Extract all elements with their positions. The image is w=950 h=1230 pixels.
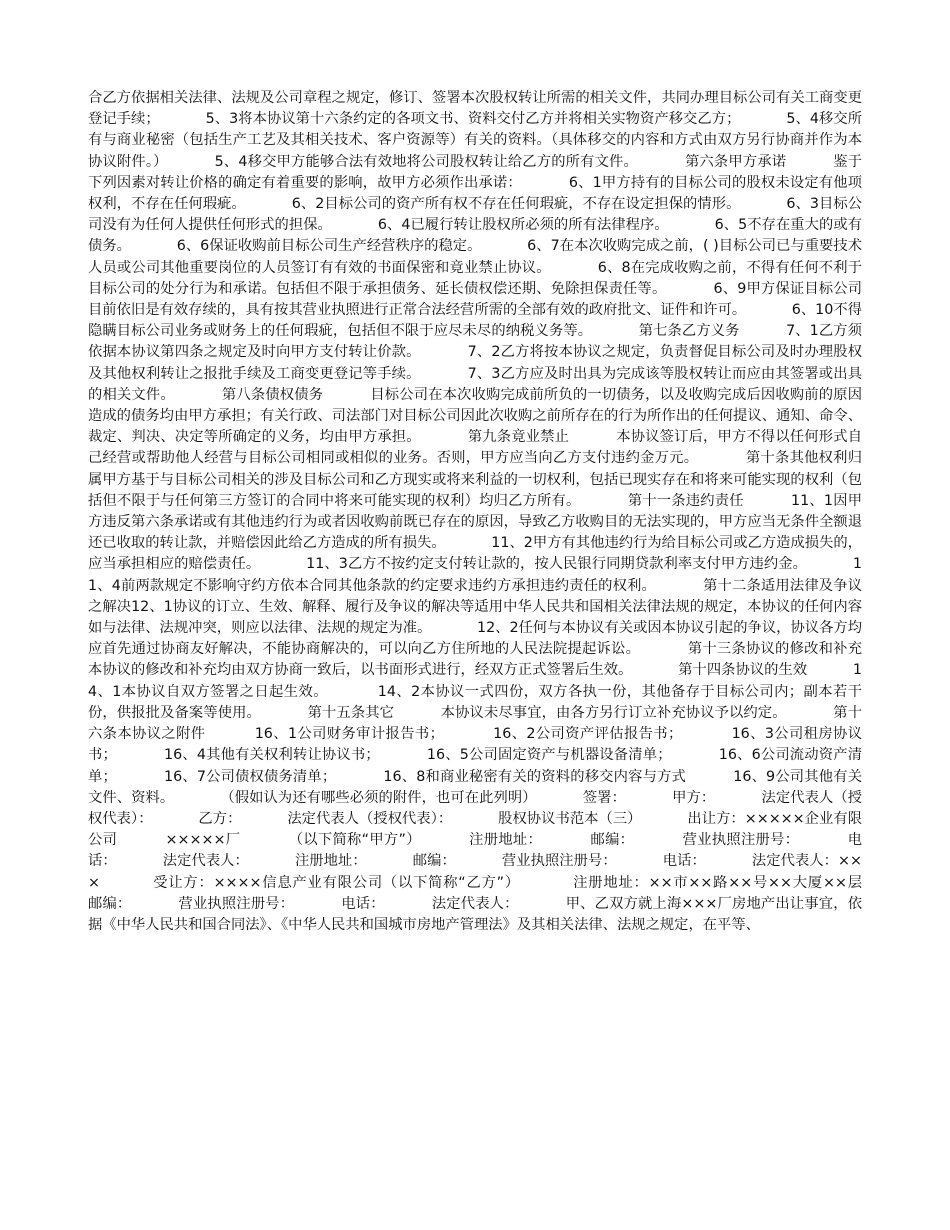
document-page: [88, 88, 908, 1148]
document-body-text: 合乙方依据相关法律、法规及公司章程之规定，修订、签署本次股权转让所需的相关文件，共同办理目标公司有关工商变更登记手续； 5、3将本协议第十六条约定的各项文书、资料交付乙方并将相关实物资产移交乙方； 5、4移交所有与商业秘密（包括生产工艺及其相关技术、客户资源等）有关的资料。（具体移交的内容和方式由双方另行协商并作为本协议附件。） 5、4移交甲方能够合法有效地将公司股权转让给乙方的所有文件。 第六条甲方承诺 鉴于下列因素对转让价格的确定有着重要的影响，故甲方必须作出承诺： 6、1甲方持有的目标公司的股权未设定有他项权利，不存在任何瑕疵。 6、2目标公司的资产所有权不存在任何瑕疵，不存在设定担保的情形。 6、3目标公司没有为任何人提供任何形式的担保。 6、4已履行转让股权所必须的所有法律程序。 6、5不存在重大的或有债务。 6、6保证收购前目标公司生产经营秩序的稳定。 6、7在本次收购完成之前，( )目标公司已与重要技术人员或公司其他重要岗位的人员签订有有效的书面保密和竟业禁止协议。 6、8在完成收购之前，不得有任何不利于目标公司的处分行为和承诺。包括但不限于承担债务、延长债权偿还期、免除担保责任等。 6、9甲方保证目标公司目前依旧是有效存续的，具有按其营业执照进行正常合法经营所需的全部有效的政府批文、证件和许可。 6、10不得隐瞒目标公司业务或财务上的任何瑕疵，包括但不限于应尽未尽的纳税义务等。 第七条乙方义务 7、1乙方须依据本协议第四条之规定及时向甲方支付转让价款。 7、2乙方将按本协议之规定，负责督促目标公司及时办理股权及其他权利转让之报批手续及工商变更登记等手续。 7、3乙方应及时出具为完成该等股权转让而应由其签署或出具的相关文件。 第八条债权债务 目标公司在本次收购完成前所负的一切债务，以及收购完成后因收购前的原因造成的债务均由甲方承担；有关行政、司法部门对目标公司因此次收购之前所存在的行为所作出的任何提议、通知、命令、裁定、判决、决定等所确定的义务，均由甲方承担。 第九条竟业禁止 本协议签订后，甲方不得以任何形式自己经营或帮助他人经营与目标公司相同或相似的业务。否则，甲方应当向乙方支付违约金万元。 第十条其他权利归属甲方基于与目标公司相关的涉及目标公司和乙方现实或将来利益的一切权利，包括已现实存在和将来可能实现的权利（包括但不限于与任何第三方签订的合同中将来可能实现的权利）均归乙方所有。 第十一条违约责任 11、1因甲方违反第六条承诺或有其他违约行为或者因收购前既已存在的原因，导致乙方收购目的无法实现的，甲方应当无条件全额退还已收取的转让款，并赔偿因此给乙方造成的所有损失。 11、2甲方有其他违约行为给目标公司或乙方造成损失的，应当承担相应的赔偿责任。 11、3乙方不按约定支付转让款的，按人民银行同期贷款利率支付甲方违约金。 11、4前两款规定不影响守约方依本合同其他条款的约定要求违约方承担违约责任的权利。 第十二条适用法律及争议之解决12、1协议的订立、生效、解释、履行及争议的解决等适用中华人民共和国相关法律法规的规定，本协议的任何内容如与法律、法规冲突，则应以法律、法规的规定为准。 12、2任何与本协议有关或因本协议引起的争议，协议各方均应首先通过协商友好解决，不能协商解决的，可以向乙方住所地的人民法院提起诉讼。 第十三条协议的修改和补充 本协议的修改和补充均由双方协商一致后，以书面形式进行，经双方正式签署后生效。 第十四条协议的生效 14、1本协议自双方签署之日起生效。 14、2本协议一式四份，双方各执一份，其他备存于目标公司内；副本若干份，供报批及备案等使用。 第十五条其它 本协议未尽事宜，由各方另行订立补充协议予以约定。 第十六条本协议之附件 16、1公司财务审计报告书； 16、2公司资产评估报告书； 16、3公司租房协议书； 16、4其他有关权利转让协议书； 16、5公司固定资产与机器设备清单； 16、6公司流动资产清单； 16、7公司债权债务清单； 16、8和商业秘密有关的资料的移交内容与方式 16、9公司其他有关文件、资料。 （假如认为还有哪些必须的附件，也可在此列明） 签署： 甲方： 法定代表人（授权代表）： 乙方： 法定代表人（授权代表）： 股权协议书范本（三） 出让方：×××××企业有限公司 ×××××厂 （以下简称“甲方”） 注册地址： 邮编： 营业执照注册号： 电话： 法定代表人： 注册地址： 邮编： 营业执照注册号： 电话： 法定代表人：××× 受让方：××××信息产业有限公司（以下简称“乙方”） 注册地址：××市××路××号××大厦××层 邮编： 营业执照注册号： 电话： 法定代表人： 甲、乙双方就上海×××厂房地产出让事宜，依据《中华人民共和国合同法》、《中华人民共和国城市房地产管理法》及其相关法律、法规之规定，在平等、: [88, 90, 908, 933]
